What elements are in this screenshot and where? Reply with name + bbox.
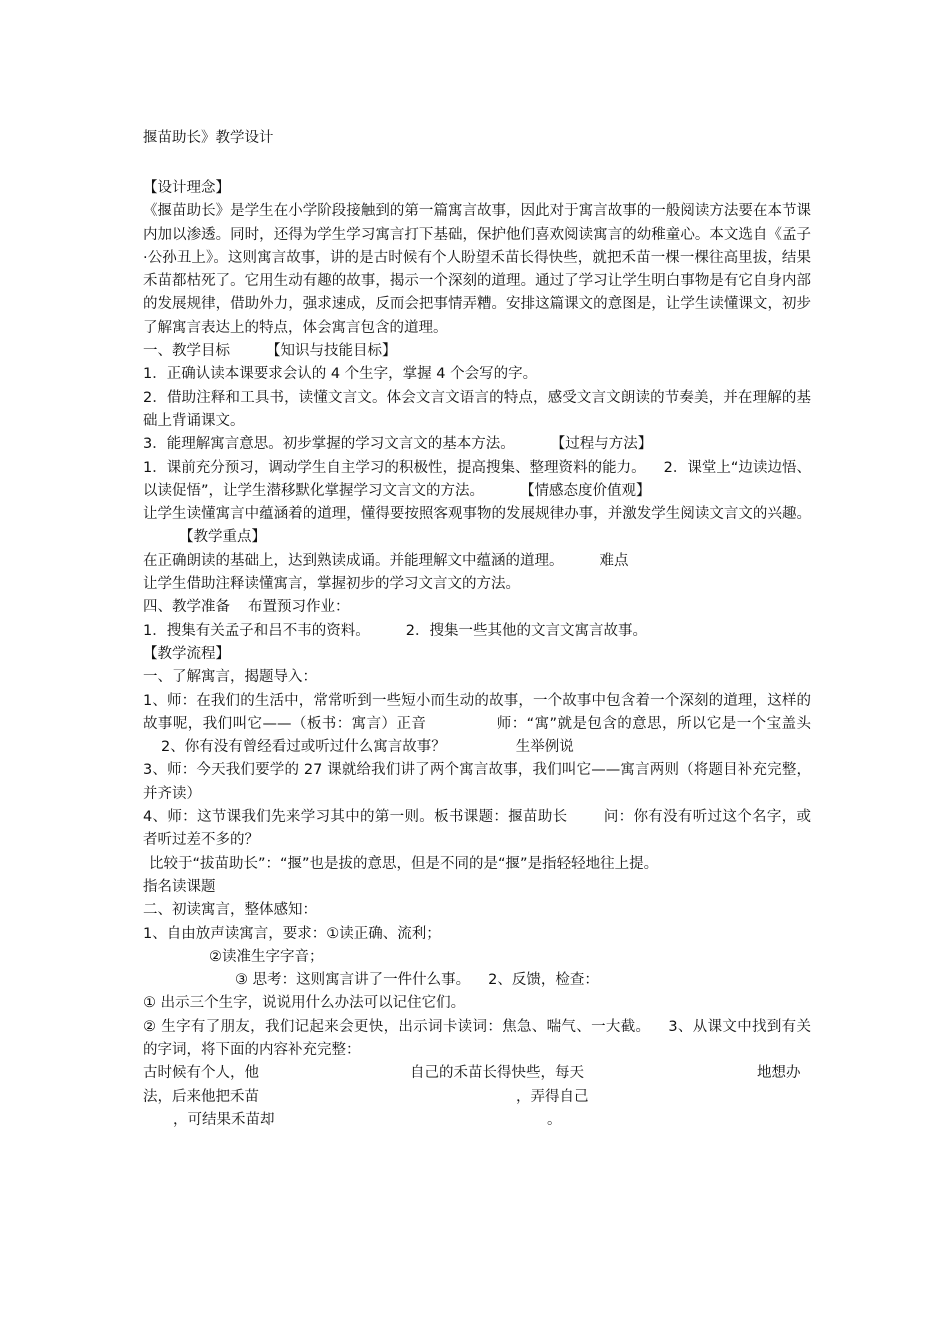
fill-1a: 古时候有个人，他 bbox=[143, 1065, 259, 1082]
fill-blank-row-1 bbox=[143, 1062, 811, 1085]
step2-item-3: 3、从课文中找到有关的字词，将下面的内容补充完整： bbox=[143, 1018, 811, 1058]
step2-heading: 二、初读寓言，整体感知： bbox=[143, 902, 317, 919]
key-text: 在正确朗读的基础上，达到熟读成诵。并能理解文中蕴涵的道理。 bbox=[143, 552, 564, 569]
process-items bbox=[143, 457, 811, 504]
goal-item-1: 1．正确认读本课要求会认的 4 个生字，掌握 4 个会写的字。 bbox=[143, 366, 538, 383]
prep-heading-line bbox=[143, 596, 811, 619]
design-concept-heading: 【设计理念】 bbox=[143, 180, 230, 196]
step1-item-4: 4、师：这节课我们先来学习其中的第一则。板书课题：揠苗助长 bbox=[143, 809, 568, 826]
step1-item-4b: 问：你有没有听过这个名字，或者听过差不多的？ bbox=[143, 809, 811, 849]
key-heading: 【教学重点】 bbox=[179, 529, 266, 546]
emotion-line bbox=[143, 503, 811, 550]
step2-item-1c-line bbox=[143, 969, 811, 992]
prep-sub: 布置预习作业： bbox=[248, 599, 350, 616]
step2-item-2b: ② 生字有了朋友，我们记起来会更快，出示词卡读词：焦急、喘气、一大截。 bbox=[143, 1018, 651, 1035]
fill-2a: 法，后来他把禾苗 bbox=[143, 1088, 259, 1105]
prep-item-1: 1．搜集有关孟子和吕不韦的资料。 bbox=[143, 622, 370, 639]
prep-heading: 四、教学准备 bbox=[143, 599, 230, 616]
step1-item-1b: 师：“寓”就是包含的意思，所以它是一个宝盖头 bbox=[496, 715, 811, 732]
step1-name-read: 指名读课题 bbox=[143, 878, 216, 895]
goal-item-3: 3．能理解寓言意思。初步掌握的学习文言文的基本方法。 bbox=[143, 436, 515, 453]
document-title: 揠苗助长》教学设计 bbox=[143, 130, 274, 146]
fill-blank-row-2 bbox=[143, 1086, 811, 1109]
step2-item-1c: ③ 思考：这则寓言讲了一件什么事。 bbox=[235, 972, 471, 989]
step1-item-1-line bbox=[143, 690, 811, 760]
step2-item-1: 1、自由放声读寓言，要求：①读正确、流利； bbox=[143, 925, 441, 942]
step1-heading: 一、了解寓言，揭题导入： bbox=[143, 669, 317, 686]
fill-2b: ，弄得自己 bbox=[516, 1088, 589, 1105]
goals-heading-line bbox=[143, 340, 811, 363]
process-heading: 【过程与方法】 bbox=[550, 436, 653, 453]
flow-heading: 【教学流程】 bbox=[143, 645, 230, 662]
fill-1c: 地想办 bbox=[757, 1065, 801, 1082]
step1-item-3: 3、师：今天我们要学的 27 课就给我们讲了两个寓言故事，我们叫它——寓言两则（将题目补充完整，并齐读） bbox=[143, 762, 811, 802]
process-item-2: 2．课堂上“边读边悟、以读促悟”，让学生潜移默化掌握学习文言文的方法。 bbox=[143, 459, 811, 499]
emotion-text: 让学生读懂寓言中蕴涵着的道理，懂得要按照客观事物的发展规律办事，并激发学生阅读文言文的兴趣。 bbox=[143, 506, 811, 523]
fill-3a: ，可结果禾苗却 bbox=[173, 1111, 275, 1128]
step1-item-2: 2、你有没有曾经看过或听过什么寓言故事？ bbox=[161, 739, 446, 756]
emotion-heading: 【情感态度价值观】 bbox=[520, 482, 651, 499]
key-line bbox=[143, 550, 811, 573]
step2-item-2: 2、反馈，检查： bbox=[488, 972, 599, 989]
step1-item-1: 1、师：在我们的生活中，常常听到一些短小而生动的故事，一个故事中包含着一个深刻的道理，这样的故事呢，我们叫它——（板书：寓言）正音 bbox=[143, 692, 811, 732]
step2-item-1b: ②读准生字字音； bbox=[209, 948, 324, 965]
step2-item-2b-line bbox=[143, 1016, 811, 1063]
fill-3b: 。 bbox=[547, 1111, 562, 1128]
goal-item-2: 2．借助注释和工具书，读懂文言文。体会文言文语言的特点，感受文言文朗读的节奏美，并在理解的基础上背诵课文。 bbox=[143, 389, 811, 429]
prep-items-line bbox=[143, 620, 811, 643]
step1-item-2b: 生举例说 bbox=[515, 739, 574, 756]
fill-1b: 自己的禾苗长得快些，每天 bbox=[410, 1065, 584, 1082]
step1-item-4-line bbox=[143, 806, 811, 853]
difficulty-heading: 难点 bbox=[599, 552, 629, 569]
design-concept-text: 《揠苗助长》是学生在小学阶段接触到的第一篇寓言故事，因此对于寓言故事的一般阅读方法要在本节课内加以渗透。同时，还得为学生学习寓言打下基础，保护他们喜欢阅读寓言的幼稚童心。本文选自《孟子·公孙丑上》。这则寓言故事，讲的是古时候有个人盼望禾苗长得快些，就把禾苗一棵一棵往高里拔，结果禾苗都枯死了。它用生动有趣的故事，揭示一个深刻的道理。通过了学习让学生明白事物是有它自身内部的发展规律，借助外力，强求速成，反而会把事情弄糟。安排这篇课文的意图是，让学生读懂课文，初步了解寓言表达上的特点，体会寓言包含的道理。 bbox=[143, 203, 811, 336]
process-item-1: 1．课前充分预习，调动学生自主学习的积极性，提高搜集、整理资料的能力。 bbox=[143, 459, 646, 476]
difficulty-text: 让学生借助注释读懂寓言，掌握初步的学习文言文的方法。 bbox=[143, 576, 520, 593]
document-body bbox=[143, 177, 811, 1132]
goals-heading: 一、教学目标 bbox=[143, 343, 230, 360]
goal-item-3-line bbox=[143, 433, 811, 456]
step2-item-2a: ① 出示三个生字，说说用什么办法可以记住它们。 bbox=[143, 995, 466, 1012]
knowledge-heading: 【知识与技能目标】 bbox=[266, 343, 397, 360]
step1-compare: 比较于“拔苗助长”：“揠”也是拔的意思，但是不同的是“揠”是指轻轻地往上提。 bbox=[149, 855, 659, 872]
fill-blank-row-3 bbox=[143, 1109, 811, 1132]
prep-item-2: 2．搜集一些其他的文言文寓言故事。 bbox=[405, 622, 647, 639]
